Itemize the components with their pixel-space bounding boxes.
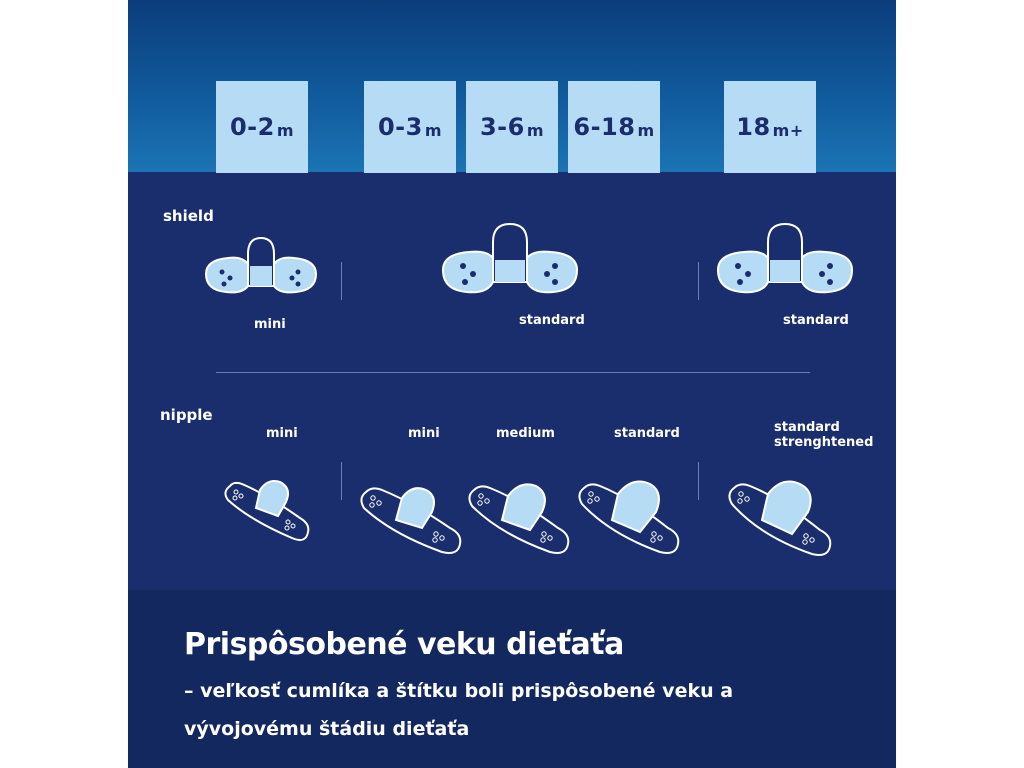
age-number: 18	[736, 113, 771, 141]
age-unit: m+	[772, 120, 804, 140]
nipple-caption-medium: medium	[496, 426, 555, 441]
age-box-6-18m	[568, 81, 660, 173]
nipple-caption-standard-strengthened	[774, 420, 873, 450]
age-box-0-3m	[364, 81, 456, 173]
footer-title: Prispôsobené veku dieťaťa	[184, 627, 624, 662]
nipple-divider-1	[341, 462, 342, 500]
shield-standard-icon	[441, 220, 579, 298]
shield-caption-standard: standard	[519, 313, 585, 328]
footer-description-line-1: – veľkosť cumlíka a štítku boli prispôsobené veku a	[184, 680, 734, 702]
shield-divider-2	[698, 262, 699, 300]
nipple-caption-standard: standard	[614, 426, 680, 441]
nipple-standard-strengthened-icon	[724, 478, 834, 560]
caption-line: standard	[774, 420, 840, 435]
age-number: 0-3	[377, 113, 423, 141]
age-number: 6-18	[573, 113, 636, 141]
footer-band	[128, 590, 896, 768]
shield-caption-mini: mini	[254, 317, 286, 332]
nipple-medium-icon	[464, 480, 572, 558]
nipple-caption-mini: mini	[408, 426, 440, 441]
nipple-caption-mini-0-2m: mini	[266, 426, 298, 441]
shield-divider-1	[341, 262, 342, 300]
age-unit: m	[424, 120, 443, 140]
nipple-standard-icon	[574, 478, 682, 558]
shield-standard-18m-icon	[716, 220, 854, 298]
shield-mini-icon	[204, 234, 318, 298]
age-unit: m	[526, 120, 545, 140]
shield-caption-standard-18m: standard	[783, 313, 849, 328]
age-number: 0-2	[229, 113, 275, 141]
nipple-mini-0-2m-icon	[220, 474, 312, 544]
nipple-mini-icon	[356, 482, 464, 558]
age-unit: m	[276, 120, 295, 140]
nipple-section-label: nipple	[160, 406, 213, 424]
caption-line: strenghtened	[774, 435, 874, 450]
age-box-3-6m	[466, 81, 558, 173]
age-number: 3-6	[479, 113, 525, 141]
shield-section-label: shield	[163, 207, 214, 225]
infographic-panel	[128, 0, 896, 768]
section-divider	[216, 372, 810, 373]
age-unit: m	[637, 120, 655, 140]
footer-description-line-2: vývojovému štádiu dieťaťa	[184, 718, 470, 740]
age-box-18m-plus	[724, 81, 816, 173]
nipple-divider-2	[698, 462, 699, 500]
age-box-0-2m	[216, 81, 308, 173]
